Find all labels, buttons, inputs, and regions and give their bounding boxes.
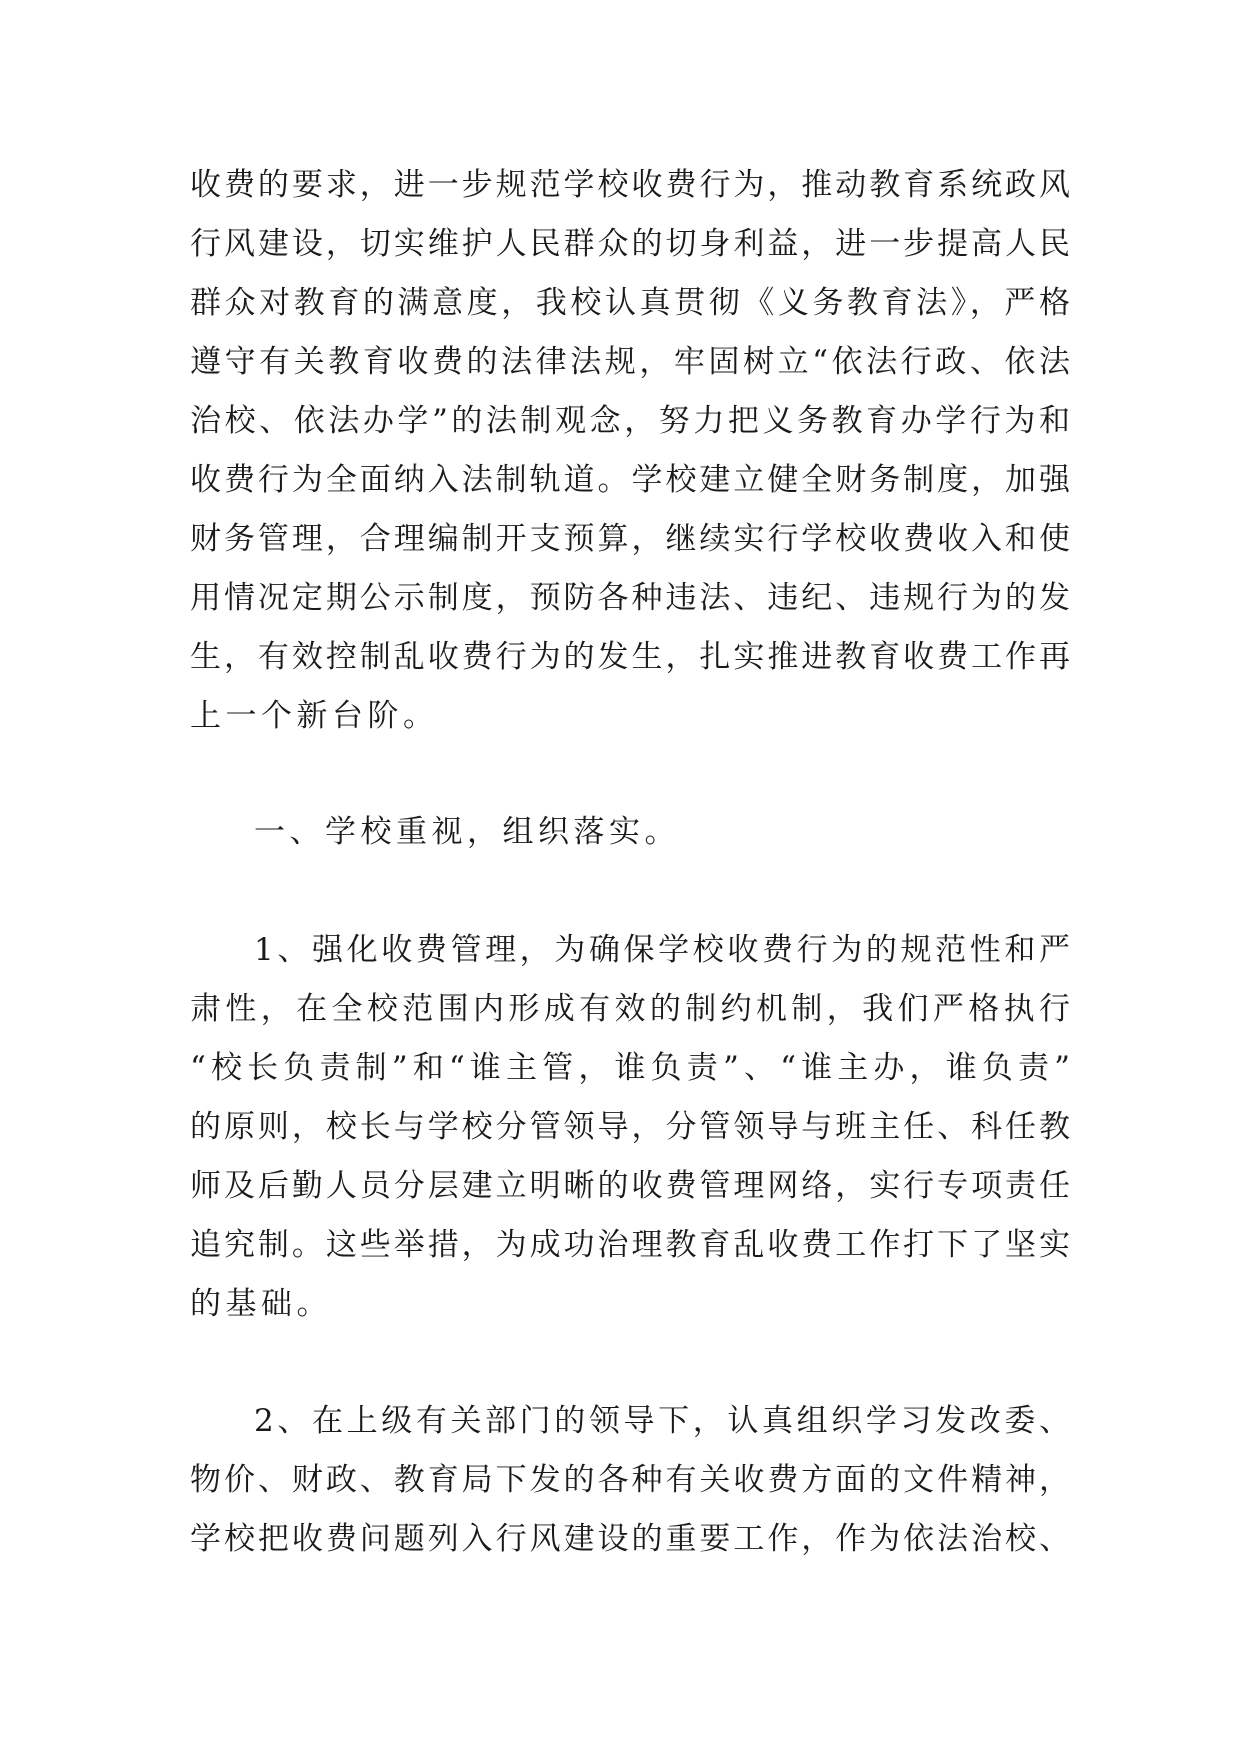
text-line: 追究制。这些举措，为成功治理教育乱收费工作打下了坚实 xyxy=(190,1227,1070,1263)
text-line: 2、在上级有关部门的领导下，认真组织学习发改委、 xyxy=(254,1403,1070,1439)
text-line: 财务管理，合理编制开支预算，继续实行学校收费收入和使 xyxy=(190,521,1070,557)
text-line: 群众对教育的满意度，我校认真贯彻《义务教育法》，严格 xyxy=(190,285,1070,321)
text-line: 遵守有关教育收费的法律法规，牢固树立“依法行政、依法 xyxy=(190,344,1070,380)
text-line: 上一个新台阶。 xyxy=(190,698,439,734)
text-line: 的原则，校长与学校分管领导，分管领导与班主任、科任教 xyxy=(190,1109,1070,1145)
text-line: 学校把收费问题列入行风建设的重要工作，作为依法治校、 xyxy=(190,1521,1070,1557)
text-line: 物价、财政、教育局下发的各种有关收费方面的文件精神， xyxy=(190,1462,1070,1498)
text-line: 的基础。 xyxy=(190,1286,332,1322)
text-line: 治校、依法办学”的法制观念，努力把义务教育办学行为和 xyxy=(190,403,1070,439)
text-line: 生，有效控制乱收费行为的发生，扎实推进教育收费工作再 xyxy=(190,639,1070,675)
text-line: 肃性，在全校范围内形成有效的制约机制，我们严格执行 xyxy=(190,991,1070,1027)
text-line: 收费的要求，进一步规范学校收费行为，推动教育系统政风 xyxy=(190,167,1070,203)
text-line: 用情况定期公示制度，预防各种违法、违纪、违规行为的发 xyxy=(190,580,1070,616)
section-heading: 一、学校重视，组织落实。 xyxy=(254,814,680,850)
text-line: 收费行为全面纳入法制轨道。学校建立健全财务制度，加强 xyxy=(190,462,1070,498)
text-line: “校长负责制”和“谁主管，谁负责”、“谁主办，谁负责” xyxy=(190,1050,1070,1086)
text-line: 师及后勤人员分层建立明晰的收费管理网络，实行专项责任 xyxy=(190,1168,1070,1204)
text-line: 1、强化收费管理，为确保学校收费行为的规范性和严 xyxy=(254,932,1070,968)
text-line: 行风建设，切实维护人民群众的切身利益，进一步提高人民 xyxy=(190,226,1070,262)
